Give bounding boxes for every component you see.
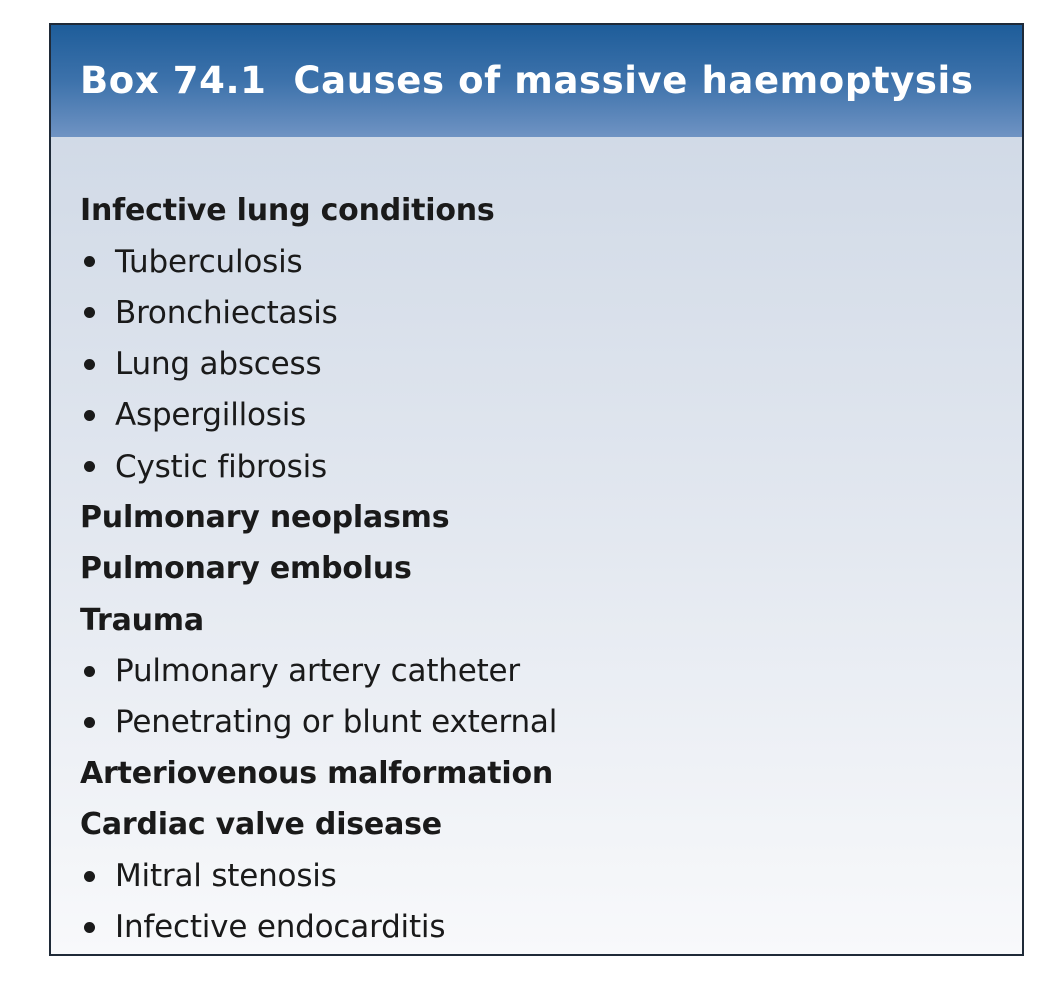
bullet-icon: [84, 359, 95, 370]
section-heading-text: Trauma: [80, 602, 204, 638]
section-heading: [80, 799, 1022, 850]
list-item-text: Pulmonary artery catheter: [115, 653, 520, 690]
section-heading-text: Cardiac valve disease: [80, 807, 442, 843]
bullet-icon: [84, 666, 95, 677]
list-item: [80, 902, 1022, 953]
box-title: Box 74.1 Causes of massive haemoptysis: [80, 58, 974, 102]
section-heading-text: Pulmonary embolus: [80, 551, 412, 587]
box-header: [51, 25, 1022, 137]
list-item-text: Lung abscess: [115, 346, 322, 383]
list-item: [80, 697, 1022, 748]
list-item: [80, 850, 1022, 901]
list-item: [80, 646, 1022, 697]
section-heading-text: Arteriovenous malformation: [80, 756, 554, 792]
box-body: [51, 137, 1022, 953]
section-heading-text: Infective lung conditions: [80, 193, 495, 229]
bullet-icon: [84, 922, 95, 933]
list-item-text: Aspergillosis: [115, 397, 307, 434]
section-heading-text: Pulmonary neoplasms: [80, 500, 450, 536]
list-item: [80, 236, 1022, 287]
list-item: [80, 441, 1022, 492]
list-item-text: Cystic fibrosis: [115, 448, 327, 485]
list-item: [80, 339, 1022, 390]
bullet-icon: [84, 256, 95, 267]
list-item-text: Tuberculosis: [115, 243, 303, 280]
bullet-icon: [84, 871, 95, 882]
list-item-text: Infective endocarditis: [115, 909, 446, 946]
list-item: [80, 287, 1022, 338]
section-heading: [80, 492, 1022, 543]
bullet-icon: [84, 461, 95, 472]
list-item-text: Penetrating or blunt external: [115, 704, 558, 741]
list-item-text: Mitral stenosis: [115, 858, 337, 895]
section-heading: [80, 595, 1022, 646]
section-heading: [80, 185, 1022, 236]
bullet-icon: [84, 307, 95, 318]
list-item-text: Bronchiectasis: [115, 294, 338, 331]
bullet-icon: [84, 717, 95, 728]
bullet-icon: [84, 410, 95, 421]
section-heading: [80, 543, 1022, 594]
section-heading: [80, 748, 1022, 799]
info-box: [49, 23, 1024, 956]
list-item: [80, 390, 1022, 441]
